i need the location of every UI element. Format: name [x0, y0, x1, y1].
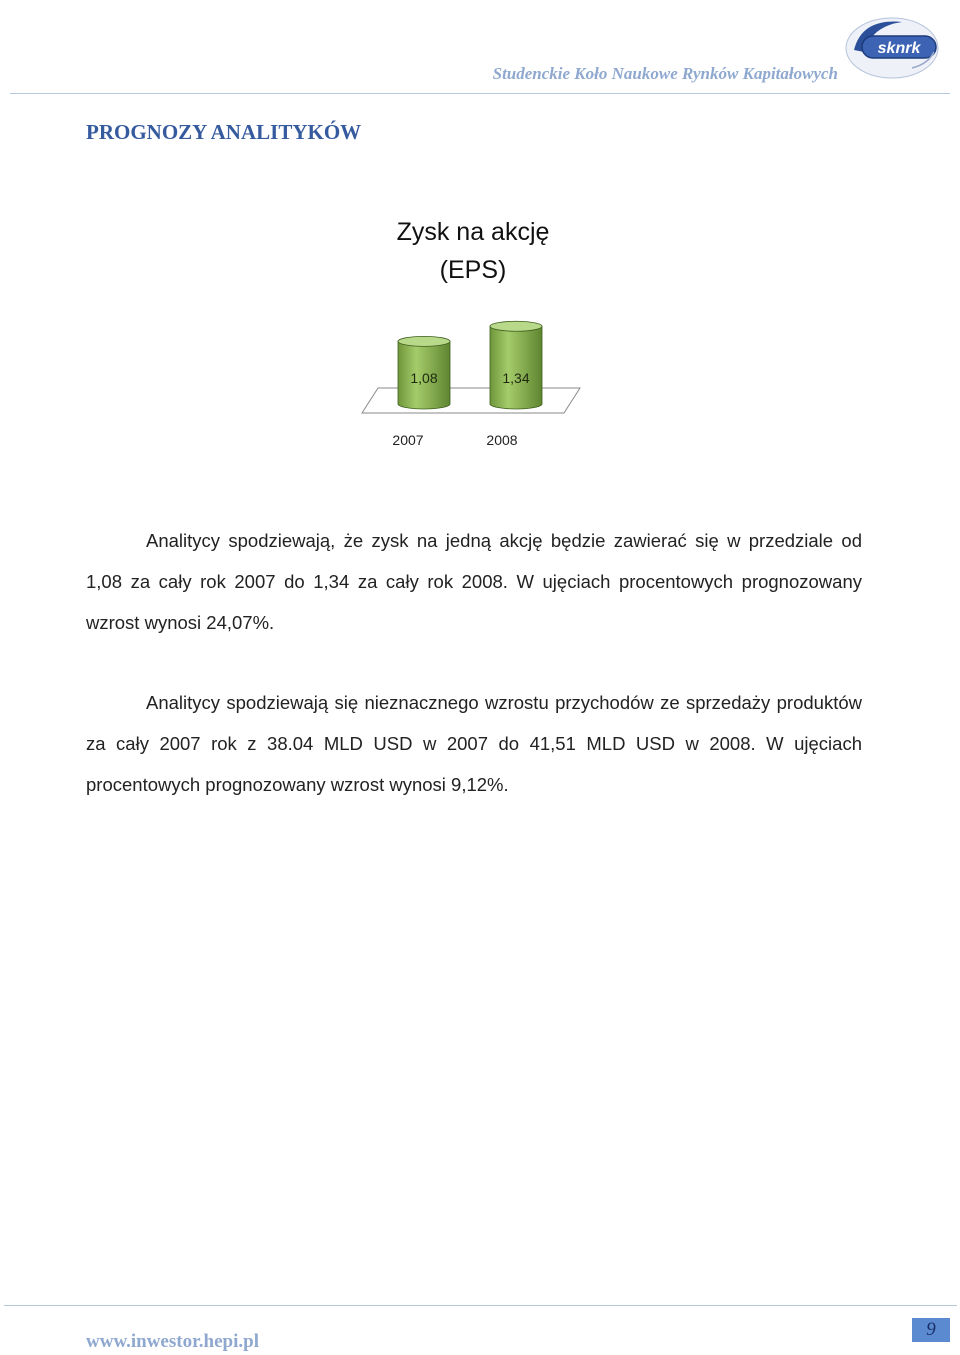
chart-subtitle: (EPS) [439, 256, 507, 284]
footer-divider [4, 1305, 957, 1306]
page-number-box [912, 1318, 950, 1342]
chart-category-label: 2008 [486, 432, 518, 448]
footer-url[interactable]: www.inwestor.hepi.pl [86, 1331, 259, 1352]
chart-bar-2008 [490, 321, 542, 409]
section-title: PROGNOZY ANALITYKÓW [86, 120, 362, 144]
sknrk-logo [842, 12, 942, 82]
header-title: Studenckie Koło Naukowe Rynków Kapitałowych [492, 64, 838, 83]
chart-value-label: 1,08 [410, 370, 438, 386]
eps-chart [340, 320, 620, 460]
eps-paragraph [86, 520, 862, 643]
header-divider [10, 93, 950, 94]
revenue-paragraph-text: Analitycy spodziewają się nieznacznego wzrostu przychodów ze sprzedaży produktów za cały 2007 rok z 38.04 MLD USD w 2007 do 41,51 MLD USD w 2008. W ujęciach procentowych prognozowany wzrost wynosi 9,12%. [86, 692, 862, 795]
revenue-paragraph [86, 682, 862, 805]
chart-title: Zysk na akcję [396, 218, 550, 246]
eps-paragraph-text: Analitycy spodziewają, że zysk na jedną akcję będzie zawierać się w przedziale od 1,08 za cały rok 2007 do 1,34 za cały rok 2008. W ujęciach procentowych prognozowany wzrost wynosi 24,07%. [86, 530, 862, 633]
chart-value-label: 1,34 [502, 370, 530, 386]
chart-floor [362, 388, 580, 413]
chart-category-label: 2007 [392, 432, 424, 448]
svg-text:sknrk: sknrk [877, 40, 921, 57]
page-number: 9 [926, 1319, 936, 1340]
